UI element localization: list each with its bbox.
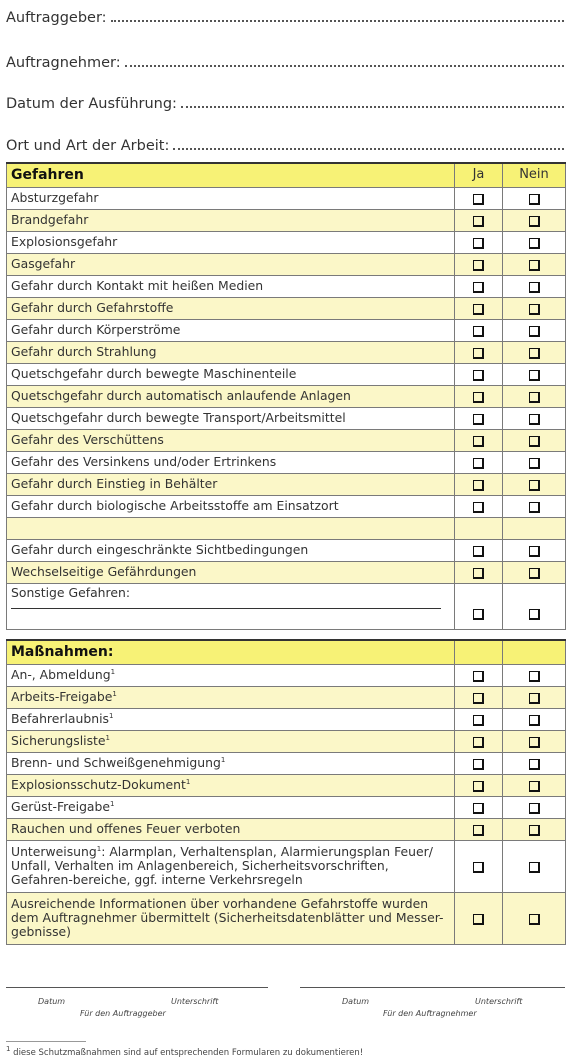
field-label: Auftraggeber: [6, 10, 107, 26]
checkbox[interactable] [529, 914, 540, 925]
nein-checkbox-cell[interactable] [503, 665, 566, 687]
measure-text: Befahrerlaubnis [11, 711, 109, 726]
ja-checkbox-cell[interactable] [455, 298, 503, 320]
massnahmen-table [6, 639, 566, 945]
footnote [6, 1045, 364, 1058]
hazard-label [7, 518, 455, 540]
unterschrift-label: Unterschrift [171, 997, 219, 1006]
checkbox[interactable] [473, 568, 484, 579]
checkbox[interactable] [473, 326, 484, 337]
massnahmen-title: Maßnahmen: [7, 640, 455, 665]
col-ja: Ja [455, 163, 503, 188]
checkbox[interactable] [529, 458, 540, 469]
checkbox[interactable] [473, 260, 484, 271]
checkbox[interactable] [473, 282, 484, 293]
nein-checkbox-cell[interactable] [503, 731, 566, 753]
table-row [7, 364, 566, 386]
checkbox[interactable] [529, 671, 540, 682]
table-row [7, 386, 566, 408]
ja-checkbox-cell[interactable] [455, 819, 503, 841]
checkbox[interactable] [529, 348, 540, 359]
nein-checkbox-cell[interactable] [503, 775, 566, 797]
informationen-text: Ausreichende Informationen über vorhandene Gefahrstoffe wurden dem Auftragnehmer übermittelt (Sicherheitsdatenblätter und Messer-gebnisse) [7, 893, 455, 945]
ja-checkbox-cell[interactable] [455, 430, 503, 452]
checkbox[interactable] [473, 238, 484, 249]
hazard-label: Gefahr des Verschüttens [7, 430, 455, 452]
nein-checkbox-cell[interactable] [503, 797, 566, 819]
ja-checkbox-cell[interactable] [455, 232, 503, 254]
signature-auftraggeber[interactable] [6, 987, 268, 1027]
footnote-ref: 1 [185, 777, 191, 786]
table-row [7, 753, 566, 775]
ja-checkbox-cell[interactable] [455, 386, 503, 408]
ja-checkbox-cell[interactable] [455, 188, 503, 210]
nein-checkbox-cell[interactable] [503, 276, 566, 298]
nein-checkbox-cell[interactable] [503, 687, 566, 709]
signature-line[interactable] [6, 987, 268, 988]
hazard-label: Gasgefahr [7, 254, 455, 276]
table-row [7, 474, 566, 496]
table-row [7, 430, 566, 452]
table-row [7, 731, 566, 753]
hazard-label: Quetschgefahr durch automatisch anlaufende Anlagen [7, 386, 455, 408]
measure-text: An-, Abmeldung [11, 667, 111, 682]
checkbox[interactable] [473, 609, 484, 620]
hazard-label: Wechselseitige Gefährdungen [7, 562, 455, 584]
table-row [7, 320, 566, 342]
hazard-label: Quetschgefahr durch bewegte Maschinenteile [7, 364, 455, 386]
hazard-label: Gefahr durch eingeschränkte Sichtbedingungen [7, 540, 455, 562]
measure-label [7, 731, 455, 753]
fill-line[interactable] [173, 148, 564, 150]
table-row [7, 298, 566, 320]
checkbox[interactable] [473, 759, 484, 770]
fuer-label: Für den Auftraggeber [80, 1009, 166, 1018]
field-datum-ausfuehrung[interactable] [6, 88, 564, 112]
signature-auftragnehmer[interactable] [300, 987, 565, 1027]
nein-checkbox-cell[interactable] [503, 893, 566, 945]
ja-checkbox-cell[interactable] [455, 753, 503, 775]
table-row [7, 452, 566, 474]
checkbox[interactable] [529, 781, 540, 792]
nein-checkbox-cell[interactable] [503, 298, 566, 320]
table-row [7, 496, 566, 518]
checkbox[interactable] [473, 737, 484, 748]
checkbox[interactable] [473, 392, 484, 403]
footnote-ref: 1 [96, 844, 102, 853]
ja-checkbox-cell[interactable] [455, 474, 503, 496]
col-ja-empty [455, 640, 503, 665]
hazard-label: Gefahr des Versinkens und/oder Ertrinkens [7, 452, 455, 474]
checkbox[interactable] [529, 436, 540, 447]
sonstige-row [7, 584, 566, 630]
checkbox[interactable] [529, 862, 540, 873]
checkbox[interactable] [473, 693, 484, 704]
nein-checkbox-cell[interactable] [503, 386, 566, 408]
checkbox[interactable] [529, 216, 540, 227]
datum-label: Datum [342, 997, 370, 1006]
measure-label [7, 775, 455, 797]
fill-line[interactable] [181, 106, 564, 108]
table-row [7, 518, 566, 540]
checkbox[interactable] [473, 304, 484, 315]
measure-text: Rauchen und offenes Feuer verboten [11, 821, 241, 836]
ja-checkbox-cell[interactable] [455, 797, 503, 819]
hazard-label: Gefahr durch Gefahrstoffe [7, 298, 455, 320]
footnote-mark: 1 [6, 1045, 11, 1054]
checkbox[interactable] [529, 546, 540, 557]
nein-checkbox-cell[interactable] [503, 210, 566, 232]
nein-checkbox-cell[interactable] [503, 430, 566, 452]
ja-checkbox-cell[interactable] [455, 709, 503, 731]
col-nein: Nein [503, 163, 566, 188]
field-label: Ort und Art der Arbeit: [6, 138, 170, 154]
informationen-row [7, 893, 566, 945]
checkbox[interactable] [473, 781, 484, 792]
measure-label [7, 709, 455, 731]
ja-checkbox-cell[interactable] [455, 687, 503, 709]
checkbox[interactable] [473, 480, 484, 491]
footnote-ref: 1 [110, 667, 116, 676]
table-row [7, 709, 566, 731]
measure-text: Sicherungsliste [11, 733, 106, 748]
checkbox[interactable] [529, 609, 540, 620]
ja-checkbox-cell[interactable] [455, 665, 503, 687]
table-row [7, 342, 566, 364]
fuer-label: Für den Auftragnehmer [383, 1009, 477, 1018]
checkbox[interactable] [529, 194, 540, 205]
measure-label [7, 797, 455, 819]
footnote-ref: 1 [220, 755, 226, 764]
checkbox[interactable] [529, 238, 540, 249]
hazard-label: Explosionsgefahr [7, 232, 455, 254]
checkbox[interactable] [529, 326, 540, 337]
checkbox[interactable] [473, 502, 484, 513]
hazard-label: Gefahr durch Strahlung [7, 342, 455, 364]
checkbox[interactable] [529, 502, 540, 513]
ja-checkbox-cell[interactable] [455, 320, 503, 342]
ja-checkbox-cell[interactable] [455, 731, 503, 753]
checkbox[interactable] [473, 803, 484, 814]
measure-text: Explosionsschutz-Dokument [11, 777, 186, 792]
nein-cell-empty [503, 518, 566, 540]
ja-checkbox-cell[interactable] [455, 254, 503, 276]
ja-checkbox-cell[interactable] [455, 562, 503, 584]
checkbox[interactable] [473, 458, 484, 469]
gefahren-table [6, 162, 566, 630]
table-row [7, 797, 566, 819]
measure-label [7, 687, 455, 709]
ja-cell-empty [455, 518, 503, 540]
hazard-label: Quetschgefahr durch bewegte Transport/Arbeitsmittel [7, 408, 455, 430]
nein-checkbox-cell[interactable] [503, 496, 566, 518]
checkbox[interactable] [529, 480, 540, 491]
table-row [7, 819, 566, 841]
ja-checkbox-cell[interactable] [455, 210, 503, 232]
checkbox[interactable] [529, 414, 540, 425]
sonstige-label: Sonstige Gefahren: [11, 585, 130, 600]
ja-checkbox-cell[interactable] [455, 276, 503, 298]
nein-checkbox-cell[interactable] [503, 474, 566, 496]
col-nein-empty [503, 640, 566, 665]
nein-checkbox-cell[interactable] [503, 320, 566, 342]
checkbox[interactable] [473, 348, 484, 359]
sonstige-fill-line[interactable] [11, 608, 441, 609]
checkbox[interactable] [529, 693, 540, 704]
footnote-ref: 1 [110, 799, 115, 808]
measure-text: Brenn- und Schweißgenehmigung [11, 755, 221, 770]
nein-checkbox-cell[interactable] [503, 753, 566, 775]
nein-checkbox-cell[interactable] [503, 540, 566, 562]
nein-checkbox-cell[interactable] [503, 254, 566, 276]
unterweisung-cell [7, 841, 455, 893]
ja-checkbox-cell[interactable] [455, 496, 503, 518]
checkbox[interactable] [529, 392, 540, 403]
nein-checkbox-cell[interactable] [503, 841, 566, 893]
checkbox[interactable] [473, 414, 484, 425]
checkbox[interactable] [473, 370, 484, 381]
table-row [7, 276, 566, 298]
checkbox[interactable] [529, 568, 540, 579]
measure-label [7, 819, 455, 841]
checkbox[interactable] [473, 216, 484, 227]
ja-checkbox-cell[interactable] [455, 893, 503, 945]
checkbox[interactable] [529, 370, 540, 381]
table-row [7, 232, 566, 254]
table-row [7, 254, 566, 276]
checkbox[interactable] [473, 862, 484, 873]
ja-checkbox-cell[interactable] [455, 408, 503, 430]
measure-text: Arbeits-Freigabe [11, 689, 113, 704]
nein-checkbox-cell[interactable] [503, 709, 566, 731]
ja-checkbox-cell[interactable] [455, 452, 503, 474]
gefahren-title: Gefahren [7, 163, 455, 188]
massnahmen-header-row [7, 640, 566, 665]
table-row [7, 540, 566, 562]
sonstige-cell[interactable] [7, 584, 455, 630]
table-row [7, 210, 566, 232]
table-row [7, 687, 566, 709]
field-auftragnehmer[interactable] [6, 47, 564, 71]
checkbox[interactable] [473, 914, 484, 925]
nein-checkbox-cell[interactable] [503, 342, 566, 364]
field-ort-art-arbeit[interactable] [6, 130, 564, 154]
table-row [7, 665, 566, 687]
table-row [7, 562, 566, 584]
fill-line[interactable] [111, 20, 564, 22]
checkbox[interactable] [529, 803, 540, 814]
checkbox[interactable] [529, 737, 540, 748]
field-label: Auftragnehmer: [6, 55, 121, 71]
checkbox[interactable] [473, 546, 484, 557]
ja-checkbox-cell[interactable] [455, 540, 503, 562]
table-row [7, 408, 566, 430]
nein-checkbox-cell[interactable] [503, 408, 566, 430]
nein-checkbox-cell[interactable] [503, 562, 566, 584]
unterweisung-row [7, 841, 566, 893]
unterweisung-text: : Alarmplan, Verhaltensplan, Alarmierungsplan Feuer/ Unfall, Verhalten im Anlagenbereich, Sicherheitsvorschriften, Gefahren-bereiche, ggf. interne Verkehrsregeln [11, 844, 433, 887]
hazard-label: Gefahr durch biologische Arbeitsstoffe am Einsatzort [7, 496, 455, 518]
checkbox[interactable] [529, 282, 540, 293]
unterweisung-label: Unterweisung [11, 844, 97, 859]
footnote-text: diese Schutzmaßnahmen sind auf entsprechenden Formularen zu dokumentieren! [10, 1048, 364, 1058]
hazard-label: Gefahr durch Kontakt mit heißen Medien [7, 276, 455, 298]
ja-checkbox-cell[interactable] [455, 584, 503, 630]
ja-checkbox-cell[interactable] [455, 342, 503, 364]
hazard-label: Brandgefahr [7, 210, 455, 232]
checkbox[interactable] [529, 715, 540, 726]
footnote-ref: 1 [108, 711, 114, 720]
footnote-rule [6, 1041, 86, 1042]
fill-line[interactable] [125, 65, 564, 67]
footnote-ref: 1 [112, 689, 117, 698]
hazard-label: Gefahr durch Einstieg in Behälter [7, 474, 455, 496]
hazard-label: Absturzgefahr [7, 188, 455, 210]
checkbox[interactable] [473, 671, 484, 682]
checkbox[interactable] [529, 825, 540, 836]
ja-checkbox-cell[interactable] [455, 364, 503, 386]
field-auftraggeber[interactable] [6, 2, 564, 26]
datum-label: Datum [38, 997, 66, 1006]
checkbox[interactable] [473, 436, 484, 447]
hazard-label: Gefahr durch Körperströme [7, 320, 455, 342]
unterschrift-label: Unterschrift [475, 997, 523, 1006]
measure-label [7, 753, 455, 775]
table-row [7, 188, 566, 210]
field-label: Datum der Ausführung: [6, 96, 177, 112]
table-row [7, 775, 566, 797]
checkbox[interactable] [529, 260, 540, 271]
nein-checkbox-cell[interactable] [503, 819, 566, 841]
measure-label [7, 665, 455, 687]
ja-checkbox-cell[interactable] [455, 841, 503, 893]
nein-checkbox-cell[interactable] [503, 584, 566, 630]
checkbox[interactable] [473, 715, 484, 726]
checkbox[interactable] [529, 759, 540, 770]
checkbox[interactable] [529, 304, 540, 315]
nein-checkbox-cell[interactable] [503, 452, 566, 474]
checkbox[interactable] [473, 194, 484, 205]
footnote-ref: 1 [105, 733, 111, 742]
measure-text: Gerüst-Freigabe [11, 799, 111, 814]
nein-checkbox-cell[interactable] [503, 232, 566, 254]
gefahren-header-row [7, 163, 566, 188]
checkbox[interactable] [473, 825, 484, 836]
nein-checkbox-cell[interactable] [503, 188, 566, 210]
nein-checkbox-cell[interactable] [503, 364, 566, 386]
ja-checkbox-cell[interactable] [455, 775, 503, 797]
signature-line[interactable] [300, 987, 565, 988]
